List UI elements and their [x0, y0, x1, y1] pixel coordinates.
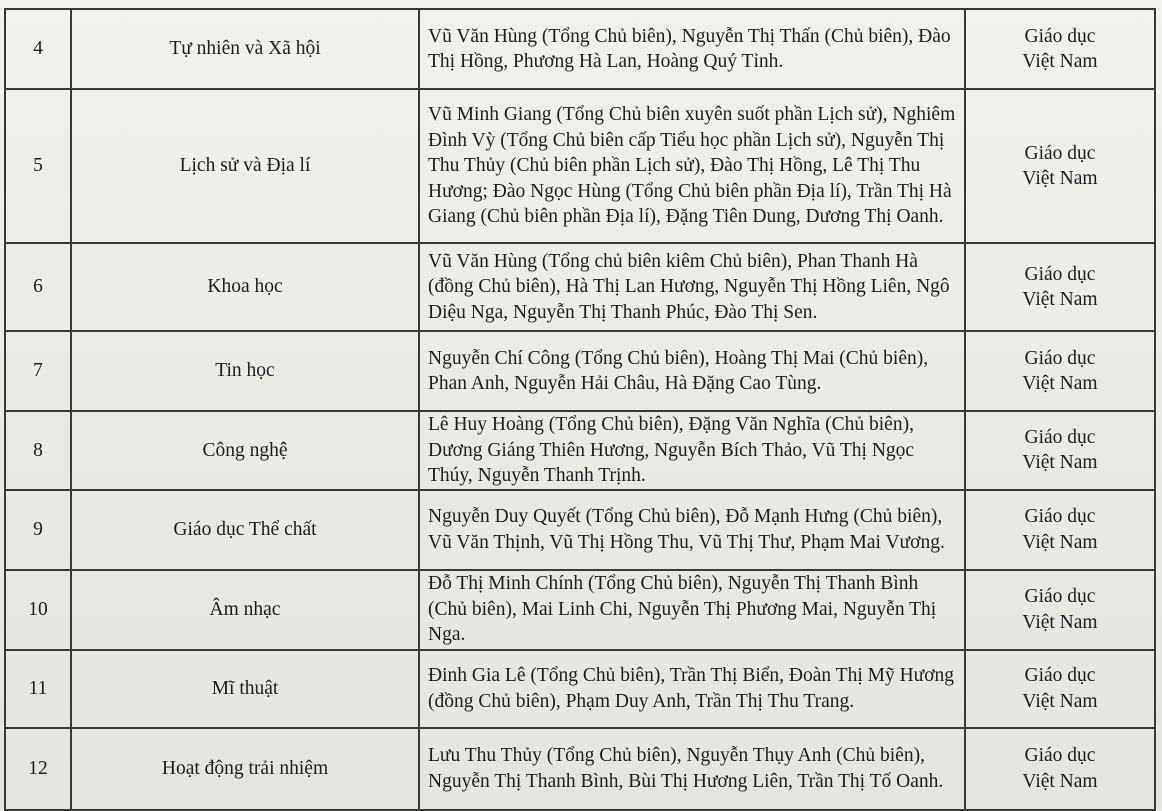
publisher-cell: [965, 331, 1155, 411]
subject-name: Lịch sử và Địa lí: [71, 89, 419, 243]
publisher-cell: [965, 728, 1155, 810]
row-number: 10: [5, 570, 71, 650]
subject-name: Tự nhiên và Xã hội: [71, 9, 419, 89]
textbook-table: [4, 8, 1156, 811]
author-list: Lê Huy Hoàng (Tổng Chủ biên), Đặng Văn Nghĩa (Chủ biên), Dương Giáng Thiên Hương, Nguyễn Bích Thảo, Vũ Thị Ngọc Thúy, Nguyễn Thanh Trịnh.: [419, 411, 965, 490]
table-row: [5, 9, 1155, 89]
table-row: [5, 331, 1155, 411]
publisher-line: Giáo dục: [1024, 347, 1096, 369]
publisher-line: Giáo dục: [1024, 586, 1096, 607]
publisher-cell: [965, 570, 1155, 650]
author-list: Nguyễn Chí Công (Tổng Chủ biên), Hoàng Thị Mai (Chủ biên), Phan Anh, Nguyễn Hải Châu, Hà Đặng Cao Tùng.: [419, 331, 965, 411]
row-number: 7: [5, 331, 71, 411]
publisher-line: Việt Nam: [1022, 51, 1098, 72]
table-row: [5, 490, 1155, 570]
row-number: 9: [5, 490, 71, 570]
subject-name: Khoa học: [71, 243, 419, 331]
publisher-line: Giáo dục: [1024, 142, 1096, 164]
author-list: Đinh Gia Lê (Tổng Chủ biên), Trần Thị Biển, Đoàn Thị Mỹ Hương (đồng Chủ biên), Phạm Duy Anh, Trần Thị Thu Trang.: [419, 650, 965, 728]
author-list: Vũ Văn Hùng (Tổng Chủ biên), Nguyễn Thị Thấn (Chủ biên), Đào Thị Hồng, Phương Hà Lan, Hoàng Quý Tỉnh.: [419, 9, 965, 89]
subject-name: Mĩ thuật: [71, 650, 419, 728]
subject-name: Giáo dục Thể chất: [71, 490, 419, 570]
table-row: [5, 411, 1155, 490]
publisher-line: Việt Nam: [1022, 611, 1098, 633]
row-number: 12: [5, 728, 71, 810]
publisher-cell: [965, 490, 1155, 570]
publisher-line: Giáo dục: [1024, 745, 1096, 766]
table-body: [5, 9, 1155, 810]
row-number: 8: [5, 411, 71, 490]
row-number: 6: [5, 243, 71, 331]
publisher-cell: [965, 9, 1155, 89]
table-row: [5, 650, 1155, 728]
publisher-line: Việt Nam: [1022, 373, 1098, 394]
subject-name: Tin học: [71, 331, 419, 411]
publisher-line: Việt Nam: [1022, 531, 1098, 553]
publisher-line: Việt Nam: [1022, 289, 1098, 310]
publisher-line: Việt Nam: [1022, 452, 1098, 474]
publisher-line: Giáo dục: [1024, 263, 1096, 285]
row-number: 11: [5, 650, 71, 728]
row-number: 5: [5, 89, 71, 243]
table-row: [5, 89, 1155, 243]
publisher-cell: [965, 243, 1155, 331]
author-list: Vũ Minh Giang (Tổng Chủ biên xuyên suốt phần Lịch sử), Nghiêm Đình Vỳ (Tổng Chủ biên cấp Tiểu học phần Lịch sử), Nguyễn Thị Thu Thủy (Chủ biên phần Lịch sử), Đào Thị Hồng, Lê Thị Thu Hương; Đào Ngọc Hùng (Tổng Chủ biên phần Địa lí), Trần Thị Hà Giang (Chủ biên phần Địa lí), Đặng Tiên Dung, Dương Thị Oanh.: [419, 89, 965, 243]
publisher-cell: [965, 650, 1155, 728]
author-list: Nguyễn Duy Quyết (Tổng Chủ biên), Đỗ Mạnh Hưng (Chủ biên), Vũ Văn Thịnh, Vũ Thị Hồng Thu, Vũ Thị Thư, Phạm Mai Vương.: [419, 490, 965, 570]
table-row: [5, 570, 1155, 650]
publisher-line: Giáo dục: [1024, 25, 1096, 47]
subject-name: Công nghệ: [71, 411, 419, 490]
table-row: [5, 728, 1155, 810]
author-list: Lưu Thu Thủy (Tổng Chủ biên), Nguyễn Thụy Anh (Chủ biên), Nguyễn Thị Thanh Bình, Bùi Thị Hương Liên, Trần Thị Tố Oanh.: [419, 728, 965, 810]
publisher-line: Việt Nam: [1022, 770, 1098, 792]
publisher-line: Giáo dục: [1024, 665, 1096, 686]
publisher-line: Giáo dục: [1024, 426, 1096, 448]
table-row: [5, 243, 1155, 331]
row-number: 4: [5, 9, 71, 89]
publisher-line: Giáo dục: [1024, 506, 1096, 527]
subject-name: Âm nhạc: [71, 570, 419, 650]
author-list: Đỗ Thị Minh Chính (Tổng Chủ biên), Nguyễn Thị Thanh Bình (Chủ biên), Mai Linh Chi, Nguyễn Thị Phương Mai, Nguyễn Thị Nga.: [419, 570, 965, 650]
publisher-cell: [965, 411, 1155, 490]
publisher-line: Việt Nam: [1022, 168, 1098, 189]
subject-name: Hoạt động trải nhiệm: [71, 728, 419, 810]
publisher-cell: [965, 89, 1155, 243]
publisher-line: Việt Nam: [1022, 690, 1098, 712]
author-list: Vũ Văn Hùng (Tổng chủ biên kiêm Chủ biên), Phan Thanh Hà (đồng Chủ biên), Hà Thị Lan Hương, Nguyễn Thị Hồng Liên, Ngô Diệu Nga, Nguyễn Thị Thanh Phúc, Đào Thị Sen.: [419, 243, 965, 331]
